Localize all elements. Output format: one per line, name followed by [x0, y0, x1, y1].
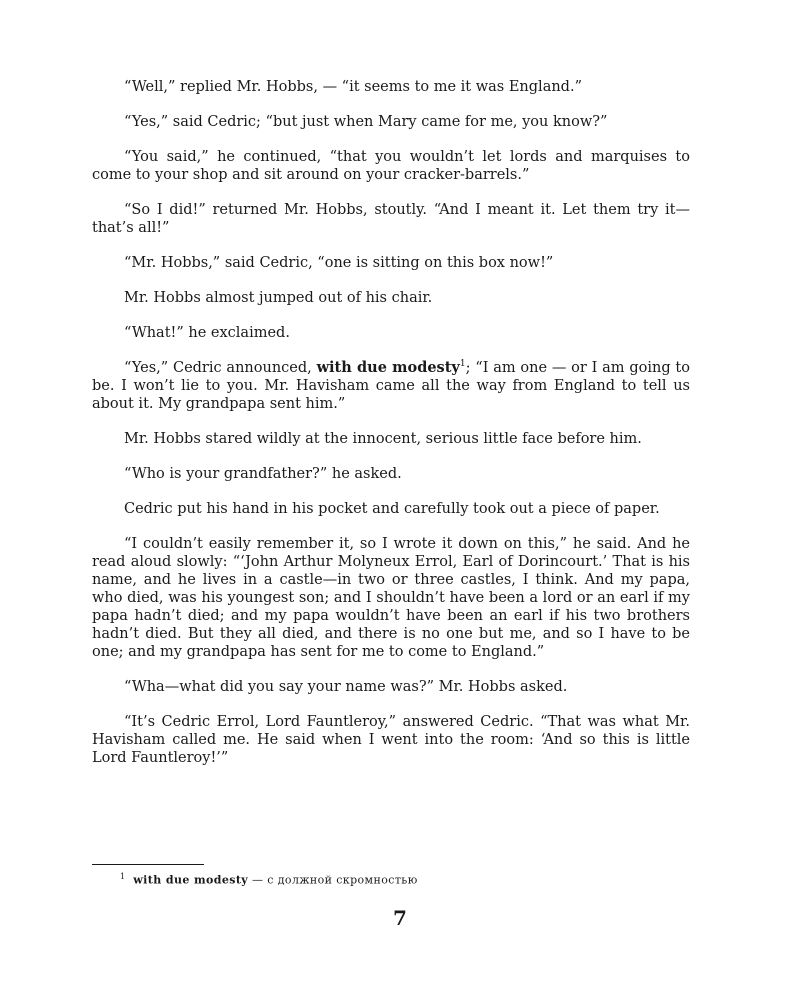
footnote-divider: [92, 864, 204, 865]
footnote: [120, 870, 418, 888]
paragraph: “It’s Cedric Errol, Lord Fauntleroy,” answered Cedric. “That was what Mr. Havisham called me. He said when I went into the room: ‘And so this is little Lord Fauntleroy!’”: [92, 714, 690, 766]
paragraph-text: “Yes,” Cedric announced,: [124, 360, 317, 376]
footnote-marker: 1: [459, 359, 466, 370]
paragraph-with-footnote: [92, 359, 690, 413]
footnote-term: with due modesty: [133, 873, 249, 887]
paragraph: Mr. Hobbs stared wildly at the innocent, serious little face before him.: [124, 431, 642, 447]
footnote-marker: 1: [120, 872, 126, 881]
page-number: 7: [393, 906, 407, 930]
paragraph: “Mr. Hobbs,” said Cedric, “one is sitting on this box now!”: [124, 255, 554, 271]
paragraph: “Wha—what did you say your name was?” Mr. Hobbs asked.: [124, 679, 568, 695]
paragraph: Cedric put his hand in his pocket and carefully took out a piece of paper.: [124, 501, 660, 517]
paragraph: “Yes,” said Cedric; “but just when Mary came for me, you know?”: [124, 114, 608, 130]
paragraph: “What!” he exclaimed.: [124, 325, 290, 341]
footnote-translation: — с должной скромностью: [248, 873, 418, 887]
paragraph: “You said,” he continued, “that you wouldn’t let lords and marquises to come to your shop and sit around on your cracker-barrels.”: [92, 149, 690, 183]
paragraph: “Who is your grandfather?” he asked.: [124, 466, 402, 482]
paragraph: “I couldn’t easily remember it, so I wrote it down on this,” he said. And he read aloud slowly: “‘John Arthur Molyneux Errol, Earl of Dorincourt.’ That is his name, and he lives in a castle—in two or three castles, I think. And my papa, who died, was his youngest son; and I shouldn’t have been a lord or an earl if my papa hadn’t died; and my papa wouldn’t have been an earl if his two brothers hadn’t died. But they all died, and there is no one but me, and so I have to be one; and my grandpapa has sent for me to come to England.”: [92, 536, 690, 660]
paragraph-text: ; “I am one — or I am going to be. I won’t lie to you. Mr. Havisham came all the way from England to tell us about it. My grandpapa sent him.”: [92, 360, 690, 412]
page-body: [92, 78, 690, 784]
paragraph: “Well,” replied Mr. Hobbs, — “it seems to me it was England.”: [124, 79, 582, 95]
paragraph: “So I did!” returned Mr. Hobbs, stoutly. “And I meant it. Let them try it—that’s all!”: [92, 202, 690, 236]
paragraph: Mr. Hobbs almost jumped out of his chair.: [124, 290, 433, 306]
glossed-term: with due modesty: [316, 359, 460, 376]
